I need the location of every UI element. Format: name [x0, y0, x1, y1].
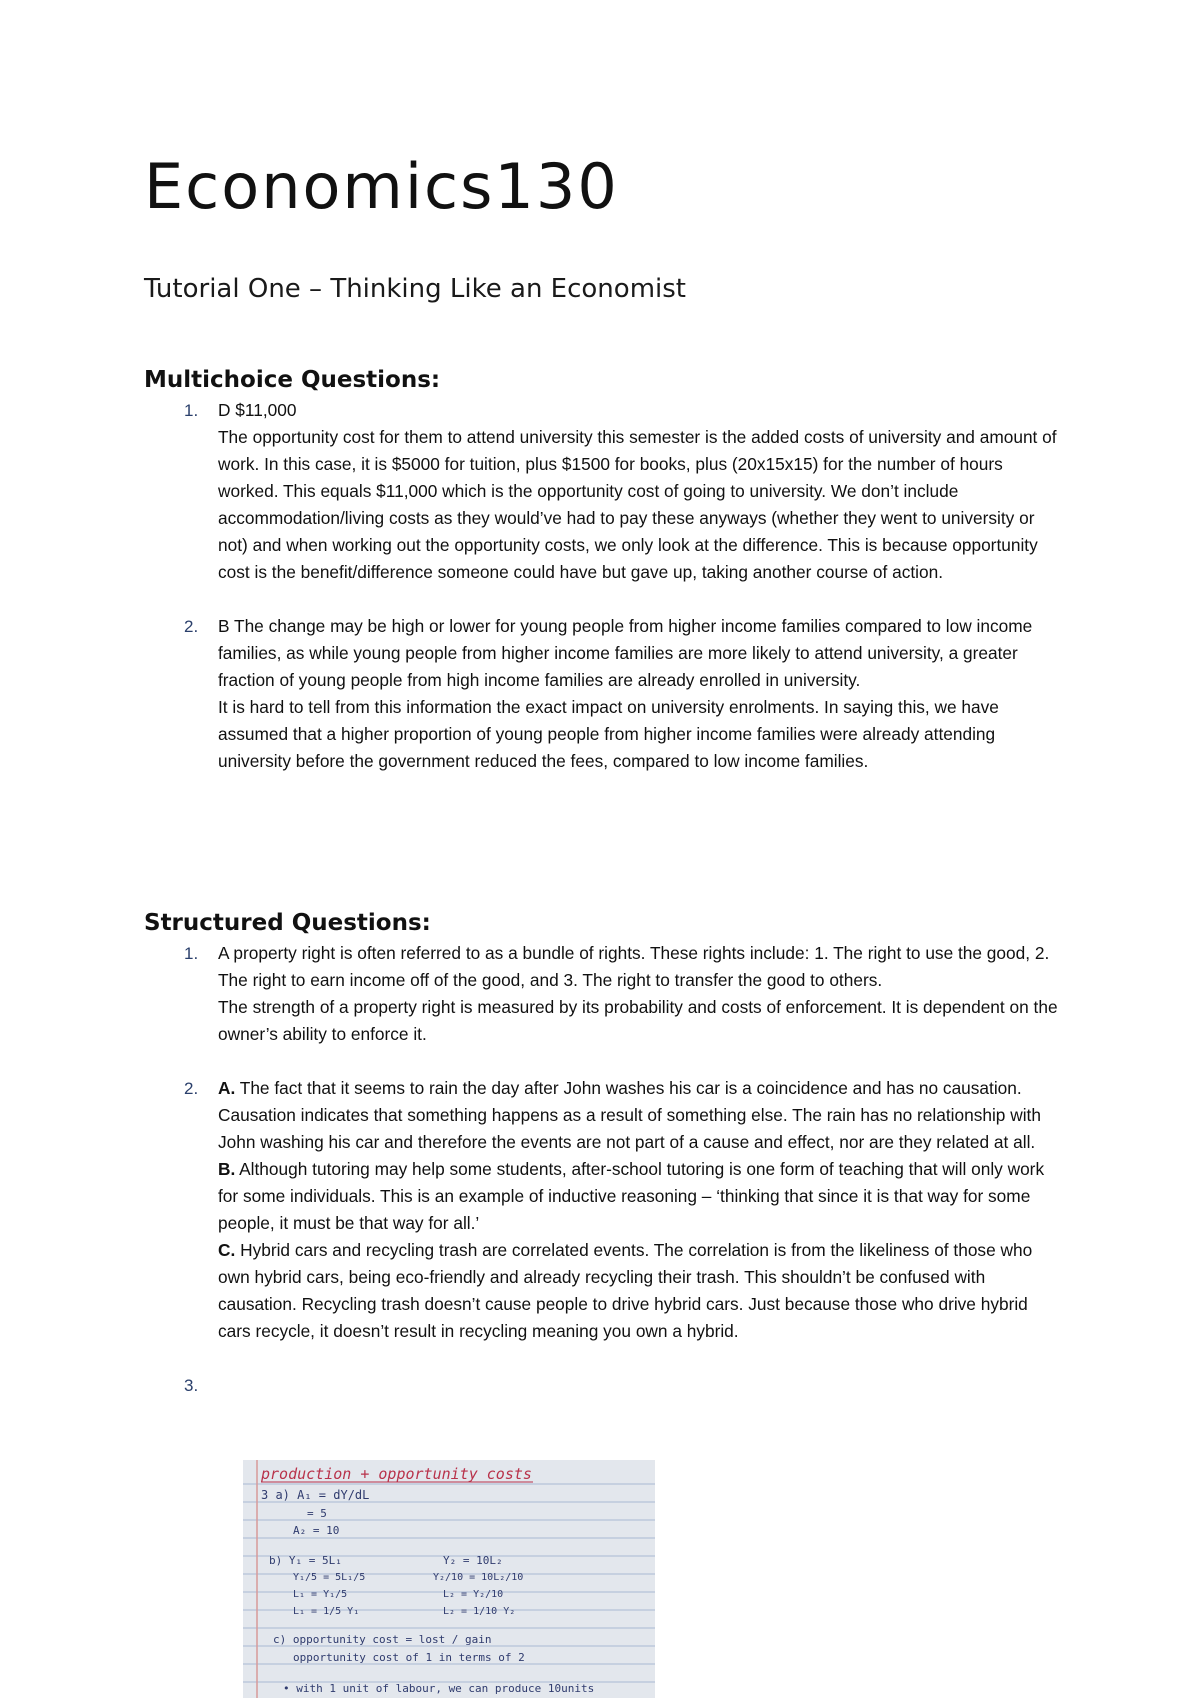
list-item — [144, 613, 1064, 775]
structured-list — [144, 940, 1064, 1395]
q2-part-c — [218, 1237, 1064, 1345]
note-line: Y₂ = 10L₂ — [443, 1554, 503, 1567]
note-line: L₁ = 1/5 Y₁ — [293, 1606, 360, 1617]
note-heading: production + opportunity costs — [261, 1465, 532, 1483]
part-label: A. — [218, 1078, 236, 1098]
list-item — [144, 1075, 1064, 1345]
list-item — [144, 940, 1064, 1048]
note-line: = 5 — [307, 1507, 327, 1520]
note-line: L₂ = Y₂/10 — [443, 1589, 504, 1600]
part-text: Although tutoring may help some students, after-school tutoring is one form of teaching that will only work for some individuals. This is an example of inductive reasoning – ‘thinking that since it is that way for some people, it must be that way for all.’ — [218, 1159, 1045, 1233]
answer-explanation: It is hard to tell from this information the exact impact on university enrolments. In saying this, we have assumed that a higher proportion of young people from higher income families were already attending university before the government reduced the fees, compared to low income families. — [218, 697, 999, 771]
document-title: Economics130 — [144, 150, 619, 223]
q1-paragraph-2: The strength of a property right is measured by its probability and costs of enforcement. It is dependent on the owner’s ability to enforce it. — [218, 997, 1058, 1044]
answer-line: B The change may be high or lower for young people from higher income families compared to low income families, as while young people from higher income families are more likely to attend university, a greater fraction of young people from high income families are already enrolled in university. — [218, 616, 1033, 690]
item-number: 1. — [184, 944, 199, 963]
item-number: 3. — [184, 1376, 199, 1395]
document-subtitle: Tutorial One – Thinking Like an Economist — [144, 274, 686, 304]
multichoice-list — [144, 397, 1064, 775]
multichoice-heading: Multichoice Questions: — [144, 367, 441, 393]
note-line: Y₁/5 = 5L₁/5 — [293, 1572, 366, 1583]
note-line: A₂ = 10 — [293, 1524, 340, 1537]
notebook-page-drawing — [243, 1460, 655, 1698]
part-label: B. — [218, 1159, 236, 1179]
item-number: 1. — [184, 401, 199, 420]
note-line: L₂ = 1/10 Y₂ — [443, 1606, 516, 1617]
note-line: L₁ = Y₁/5 — [293, 1589, 348, 1600]
answer-line: D $11,000 — [218, 400, 297, 420]
part-text: Hybrid cars and recycling trash are correlated events. The correlation is from the likeliness of those who own hybrid cars, being eco-friendly and already recycling their trash. This shouldn’t be confused with causation. Recycling trash doesn’t cause people to drive hybrid cars. Just because those who drive hybrid cars recycle, it doesn’t result in recycling meaning you own a hybrid. — [218, 1240, 1033, 1341]
structured-heading: Structured Questions: — [144, 910, 431, 936]
part-label: C. — [218, 1240, 236, 1260]
q2-part-b — [218, 1156, 1064, 1237]
q1-paragraph-1: A property right is often referred to as a bundle of rights. These rights include: 1. The right to use the good, 2. The right to earn income off of the good, and 3. The right to transfer the good to others. — [218, 943, 1050, 990]
note-line: c) opportunity cost = lost / gain — [273, 1633, 492, 1646]
note-line: 3 a) A₁ = dY/dL — [261, 1488, 370, 1502]
handwritten-notes-photo — [243, 1460, 655, 1698]
note-line: • with 1 unit of labour, we can produce 10units — [283, 1682, 595, 1695]
answer-explanation: The opportunity cost for them to attend university this semester is the added costs of university and amount of work. In this case, it is $5000 for tuition, plus $1500 for books, plus (20x15x15) for the number of hours worked. This equals $11,000 which is the opportunity cost of going to university. We don’t include accommodation/living costs as they would’ve had to pay these anyways (whether they went to university or not) and when working out the opportunity costs, we only look at the difference. This is because opportunity cost is the benefit/difference someone could have but gave up, taking another course of action. — [218, 427, 1057, 582]
note-line: opportunity cost of 1 in terms of 2 — [293, 1651, 525, 1664]
item-number: 2. — [184, 617, 199, 636]
item-number: 2. — [184, 1079, 199, 1098]
list-item — [144, 397, 1064, 586]
note-line: b) Y₁ = 5L₁ — [269, 1554, 342, 1567]
q2-part-a — [218, 1075, 1064, 1156]
note-line: Y₂/10 = 10L₂/10 — [433, 1572, 524, 1583]
part-text: The fact that it seems to rain the day after John washes his car is a coincidence and has no causation. Causation indicates that something happens as a result of something else. The rain has no relationship with John washing his car and therefore the events are not part of a cause and effect, nor are they related at all. — [218, 1078, 1041, 1152]
